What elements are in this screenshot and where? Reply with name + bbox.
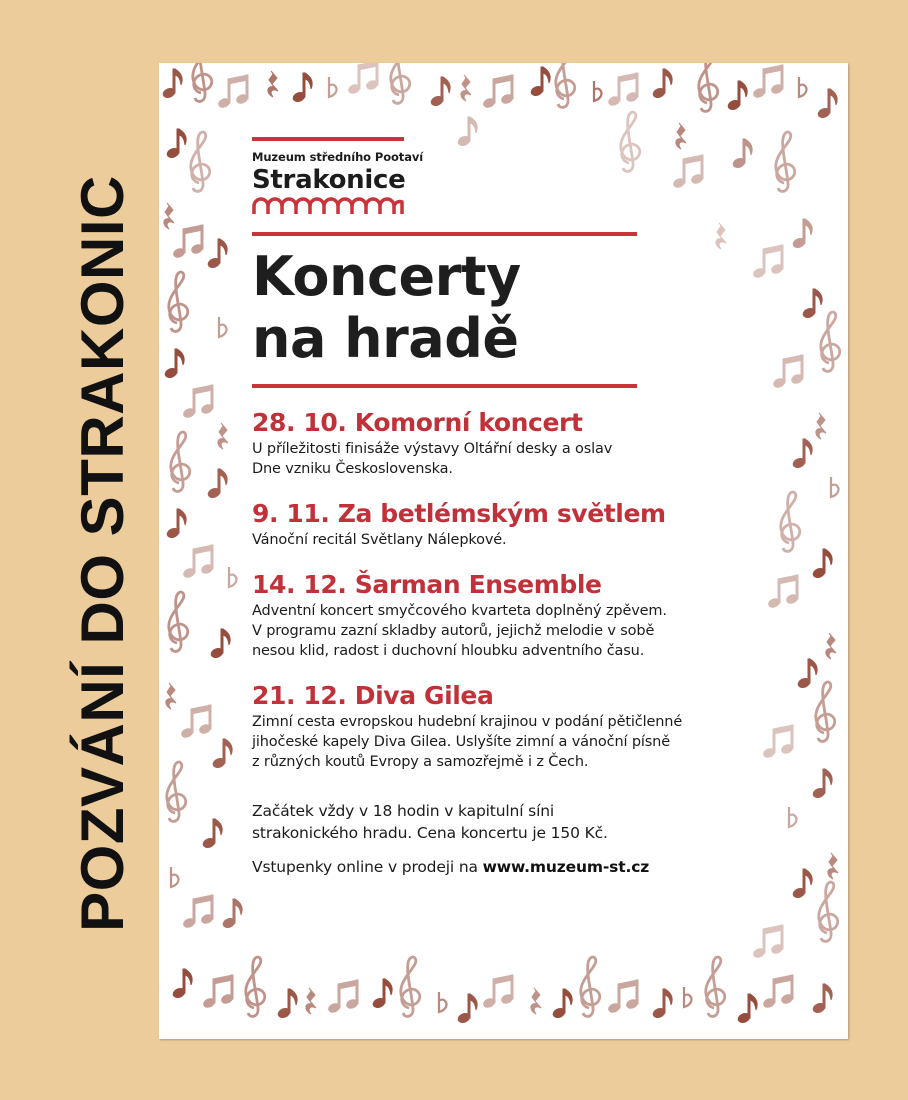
museum-name: Muzeum středního Pootaví bbox=[252, 150, 424, 164]
event-title: 28. 10. Komorní koncert bbox=[252, 408, 583, 437]
event-4 bbox=[252, 681, 772, 772]
event-desc-line: U příležitosti finisáže výstavy Oltářní desky a oslav bbox=[252, 441, 613, 457]
event-title: 9. 11. Za betlémským světlem bbox=[252, 499, 666, 528]
poster-content bbox=[252, 137, 772, 878]
event-3 bbox=[252, 570, 772, 661]
title-line-1: Koncerty bbox=[252, 245, 521, 308]
city-name: Strakonice bbox=[252, 165, 406, 195]
title-top-rule bbox=[252, 232, 637, 236]
event-description bbox=[252, 530, 772, 550]
event-title: 21. 12. Diva Gilea bbox=[252, 681, 494, 710]
event-desc-line: z různých koutů Evropy a samozřejmě i z Čech. bbox=[252, 754, 589, 770]
event-desc-line: Dne vzniku Československa. bbox=[252, 461, 453, 477]
event-desc-line: Vánoční recitál Světlany Nálepkové. bbox=[252, 532, 507, 548]
arches-logo-icon bbox=[252, 197, 404, 215]
event-1 bbox=[252, 408, 772, 479]
event-desc-line: V programu zazní skladby autorů, jejichž melodie v sobě bbox=[252, 623, 655, 639]
website-link[interactable]: www.muzeum-st.cz bbox=[482, 858, 650, 876]
concert-poster bbox=[159, 63, 848, 1039]
poster-title bbox=[252, 246, 772, 370]
footer-line-1: Začátek vždy v 18 hodin v kapitulní síni bbox=[252, 802, 555, 820]
event-description bbox=[252, 601, 772, 661]
event-description bbox=[252, 439, 772, 479]
side-label: POZVÁNÍ DO STRAKONIC bbox=[68, 174, 136, 932]
side-label-container bbox=[60, 98, 144, 1008]
footer-info bbox=[252, 800, 772, 878]
event-description bbox=[252, 712, 772, 772]
tickets-prefix: Vstupenky online v prodeji na bbox=[252, 858, 483, 876]
logo-top-line bbox=[252, 137, 404, 141]
title-bottom-rule bbox=[252, 384, 637, 388]
event-2 bbox=[252, 499, 772, 550]
event-title: 14. 12. Šarman Ensemble bbox=[252, 570, 602, 599]
event-desc-line: nesou klid, radost i duchovní hloubku adventního času. bbox=[252, 643, 645, 659]
event-desc-line: Adventní koncert smyčcového kvarteta doplněný zpěvem. bbox=[252, 603, 667, 619]
title-line-2: na hradě bbox=[252, 307, 519, 370]
event-desc-line: Zimní cesta evropskou hudební krajinou v podání pětičlenné bbox=[252, 714, 683, 730]
tickets-line bbox=[252, 856, 772, 878]
footer-line-2: strakonického hradu. Cena koncertu je 150 Kč. bbox=[252, 824, 608, 842]
event-desc-line: jihočeské kapely Diva Gilea. Uslyšíte zimní a vánoční písně bbox=[252, 734, 670, 750]
